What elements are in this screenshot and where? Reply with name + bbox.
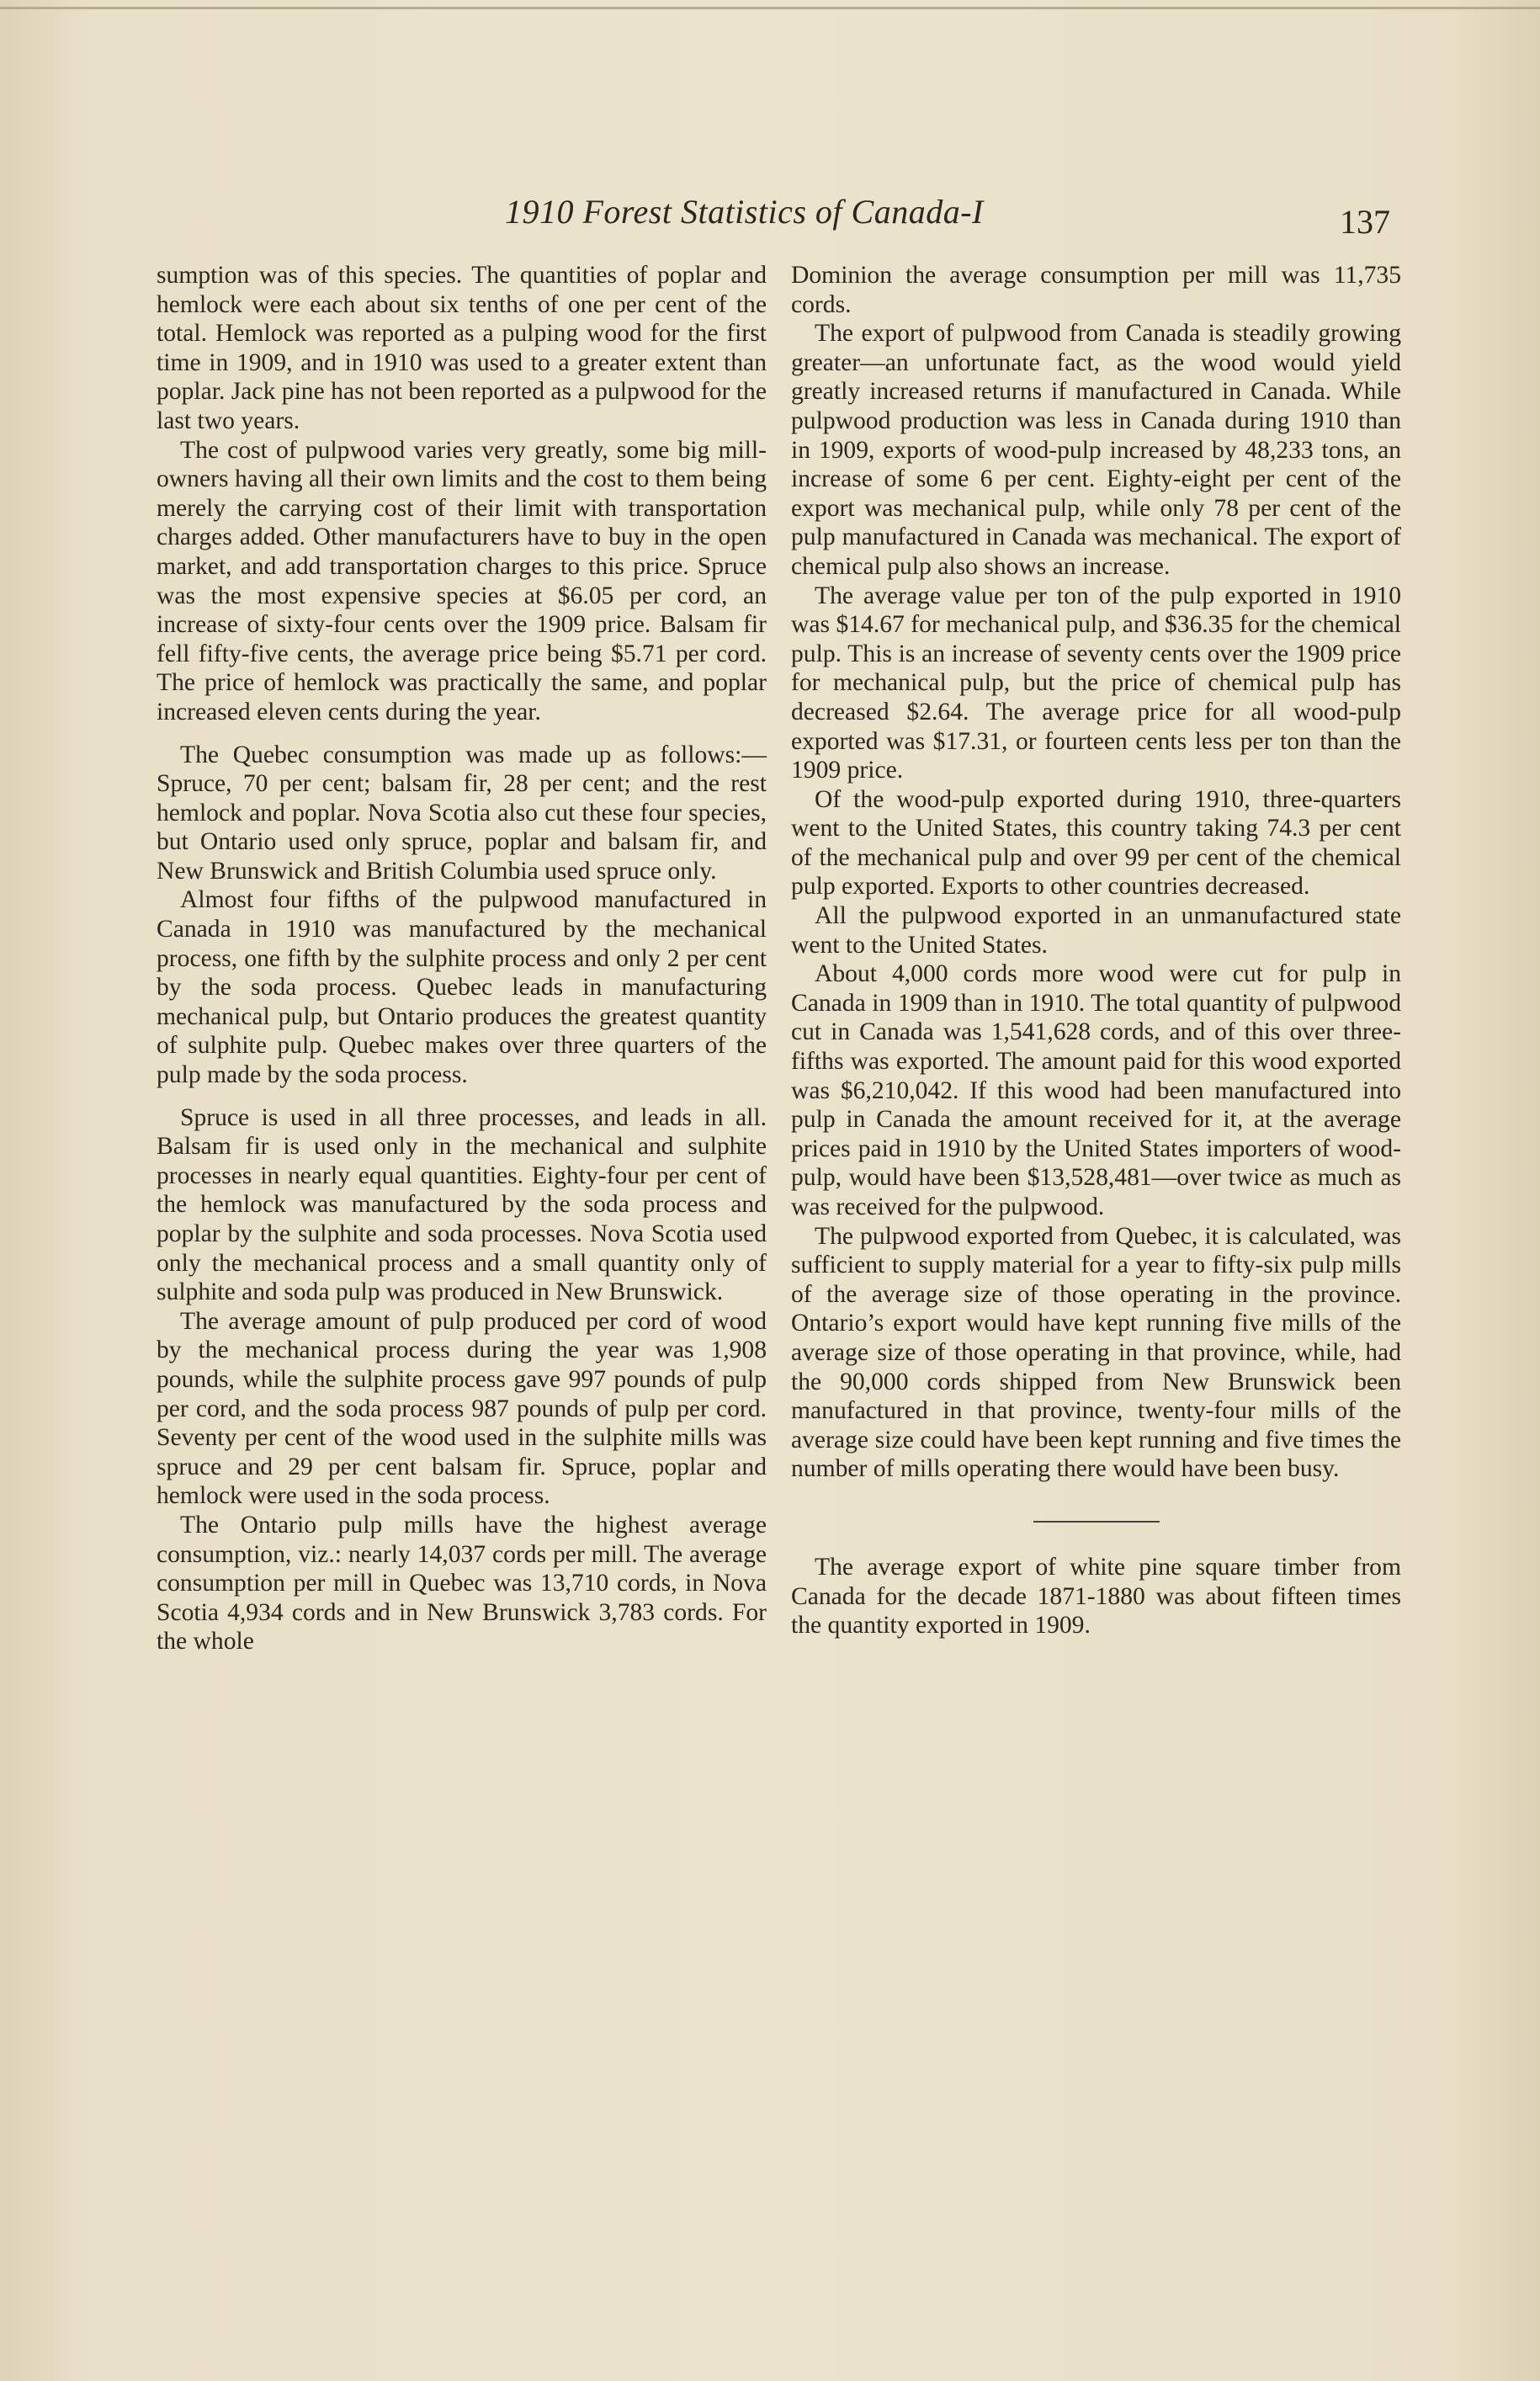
paragraph: Spruce is used in all three processes, and leads in all. Balsam fir is used only in the mechanical and sulphite processes in nearly equal quantities. Eighty-four per cent of the hemlock was manufactured by the soda process and poplar by the sulphite and soda processes. Nova Scotia used only the mechanical process and a small quantity only of sulphite and soda pulp was produced in New Brunswick.: [157, 1103, 767, 1306]
paragraph: The pulpwood exported from Quebec, it is calculated, was sufficient to supply material for a year to fifty-six pulp mills of the average size of those operating in the province. Ontario’s export would have kept running five mills of the average size of those operating in that province, while, had the 90,000 cords shipped from New Brunswick been manufactured in that province, twenty-four mills of the average size could have been kept running and five times the number of mills operating there would have been busy.: [791, 1222, 1401, 1483]
left-column: [157, 261, 767, 1656]
section-divider: [1033, 1521, 1160, 1523]
paragraph: The average amount of pulp produced per cord of wood by the mechanical process during the year was 1,908 pounds, while the sulphite process gave 997 pounds of pulp per cord, and the soda process 987 pounds of pulp per cord. Seventy per cent of the wood used in the sulphite mills was spruce and 29 per cent balsam fir. Spruce, poplar and hemlock were used in the soda process.: [157, 1307, 767, 1510]
paragraph: The average value per ton of the pulp exported in 1910 was $14.67 for mechanical pulp, and $36.35 for the chemical pulp. This is an increase of seventy cents over the 1909 price for mechanical pulp, but the price of chemical pulp has decreased $2.64. The average price for all wood-pulp exported was $17.31, or fourteen cents less per ton than the 1909 price.: [791, 582, 1401, 784]
paragraph: sumption was of this species. The quantities of poplar and hemlock were each about six tenths of one per cent of the total. Hemlock was reported as a pulping wood for the first time in 1909, and in 1910 was used to a greater extent than poplar. Jack pine has not been reported as a pulpwood for the last two years.: [157, 262, 767, 434]
running-title: 1910 Forest Statistics of Canada-I: [505, 193, 984, 231]
top-edge-line: [0, 7, 1540, 9]
right-column: [791, 261, 1401, 1640]
paragraph: The Ontario pulp mills have the highest average consumption, viz.: nearly 14,037 cords per mill. The average consumption per mill in Quebec was 13,710 cords, in Nova Scotia 4,934 cords and in New Brunswick 3,783 cords. For the whole: [157, 1511, 767, 1656]
paragraph: The cost of pulpwood varies very greatly, some big mill-owners having all their own limits and the cost to them being merely the carrying cost of their limit with transportation charges added. Other manufacturers have to buy in the open market, and add transportation charges to this price. Spruce was the most expensive species at $6.05 per cord, an increase of sixty-four cents over the 1909 price. Balsam fir fell fifty-five cents, the average price being $5.71 per cord. The price of hemlock was practically the same, and poplar increased eleven cents during the year.: [157, 436, 767, 725]
paragraph: Dominion the average consumption per mill was 11,735 cords.: [791, 262, 1401, 318]
paragraph: The export of pulpwood from Canada is steadily growing greater—an unfortunate fact, as the wood would yield greatly increased returns if manufactured in Canada. While pulpwood production was less in Canada during 1910 than in 1909, exports of wood-pulp increased by 48,233 tons, an increase of some 6 per cent. Eighty-eight per cent of the export was mechanical pulp, while only 78 per cent of the pulp manufactured in Canada was mechanical. The export of chemical pulp also shows an increase.: [791, 320, 1401, 580]
paragraph: All the pulpwood exported in an unmanufactured state went to the United States.: [791, 902, 1401, 959]
paragraph: Of the wood-pulp exported during 1910, three-quarters went to the United States, this country taking 74.3 per cent of the mechanical pulp and over 99 per cent of the chemical pulp exported. Exports to other countries decreased.: [791, 785, 1401, 901]
footnote: The average export of white pine square timber from Canada for the decade 1871-1880 was about fifteen times the quantity exported in 1909.: [791, 1553, 1401, 1640]
paragraph: About 4,000 cords more wood were cut for pulp in Canada in 1909 than in 1910. The total quantity of pulpwood cut in Canada was 1,541,628 cords, and of this over three-fifths was exported. The amount paid for this wood exported was $6,210,042. If this wood had been manufactured into pulp in Canada the amount received for it, at the average prices paid in 1910 by the United States importers of wood-pulp, would have been $13,528,481—over twice as much as was received for the pulpwood.: [791, 960, 1401, 1220]
paragraph: Almost four fifths of the pulpwood manufactured in Canada in 1910 was manufactured by the mechanical process, one fifth by the sulphite process and only 2 per cent by the soda process. Quebec leads in manufacturing mechanical pulp, but Ontario produces the greatest quantity of sulphite pulp. Quebec makes over three quarters of the pulp made by the soda process.: [157, 886, 767, 1089]
page-number: 137: [1340, 203, 1390, 241]
paragraph: The Quebec consumption was made up as follows:—Spruce, 70 per cent; balsam fir, 28 per cent; and the rest hemlock and poplar. Nova Scotia also cut these four species, but Ontario used only spruce, poplar and balsam fir, and New Brunswick and British Columbia used spruce only.: [157, 741, 767, 885]
